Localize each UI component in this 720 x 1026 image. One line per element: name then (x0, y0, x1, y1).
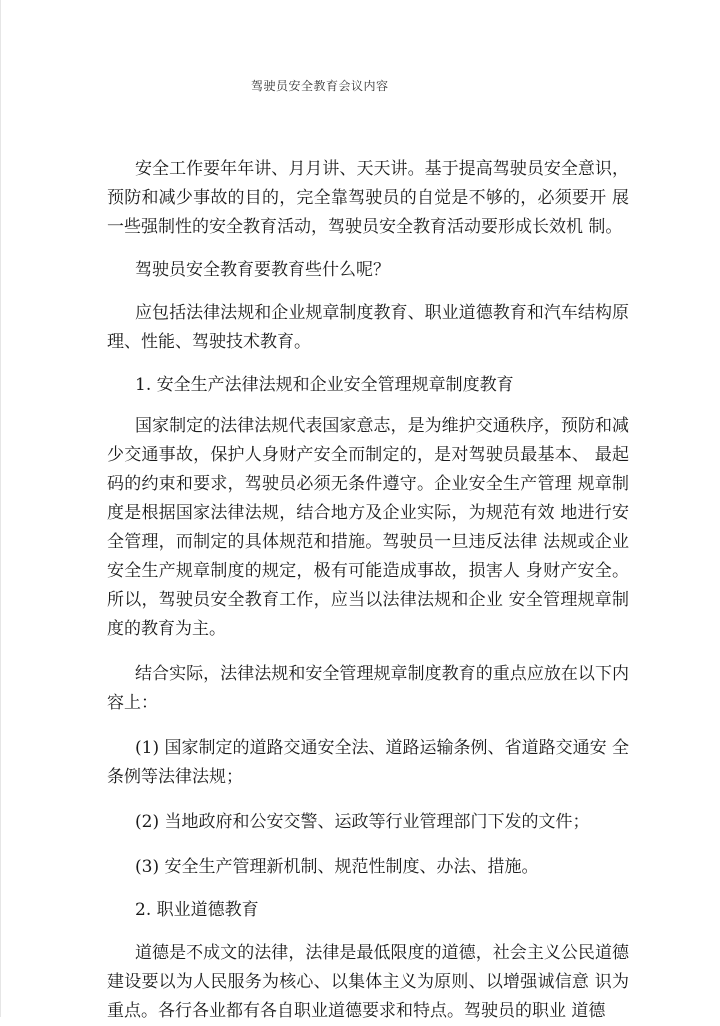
document-body (107, 155, 629, 1026)
paragraph-question: 驾驶员安全教育要教育些什么呢？ (135, 260, 390, 280)
list-item-2: (2) 当地政府和公安交警、运政等行业管理部门下发的文件； (135, 812, 590, 832)
paragraph-scope: 应包括法律法规和企业规章制度教育、职业道德教育和汽车结构原理、性能、驾驶技术教育。 (107, 303, 629, 352)
list-item-3: (3) 安全生产管理新机制、规范性制度、办法、措施。 (135, 857, 539, 877)
page-header: 驾驶员安全教育会议内容 (251, 79, 389, 93)
paragraph-intro: 安全工作要年年讲、月月讲、天天讲。基于提高驾驶员安全意识，预防和减少事故的目的，完全靠驾驶员的自觉是不够的，必须要开 展一些强制性的安全教育活动，驾驶员安全教育活动要形成长效机 制。 (107, 159, 629, 237)
list-item-1: (1) 国家制定的道路交通安全法、道路运输条例、省道路交通安 全条例等法律法规； (107, 738, 629, 787)
paragraph-focus: 结合实际，法律法规和安全管理规章制度教育的重点应放在以下内容上： (107, 664, 629, 713)
section-heading-2: 2. 职业道德教育 (135, 900, 259, 920)
section-heading-1: 1. 安全生产法律法规和企业安全管理规章制度教育 (135, 375, 514, 395)
paragraph-ethics: 道德是不成文的法律，法律是最低限度的道德，社会主义公民道德建设要以为人民服务为核心、以集体主义为原则、以增强诚信意 识为重点。各行各业都有各自职业道德要求和特点。驾驶员的职业 道德 (107, 943, 629, 1021)
paragraph-law: 国家制定的法律法规代表国家意志，是为维护交通秩序，预防和减少交通事故，保护人身财产安全而制定的，是对驾驶员最基本、 最起码的约束和要求，驾驶员必须无条件遵守。企业安全生产管理 规章制度是根据国家法律法规，结合地方及企业实际，为规范有效 地进行安全管理，而制定的具体规范和措施。驾驶员一旦违反法律 法规或企业安全生产规章制度的规定，极有可能造成事故，损害人 身财产安全。所以，驾驶员安全教育工作，应当以法律法规和企业 安全管理规章制度的教育为主。 (107, 416, 629, 639)
